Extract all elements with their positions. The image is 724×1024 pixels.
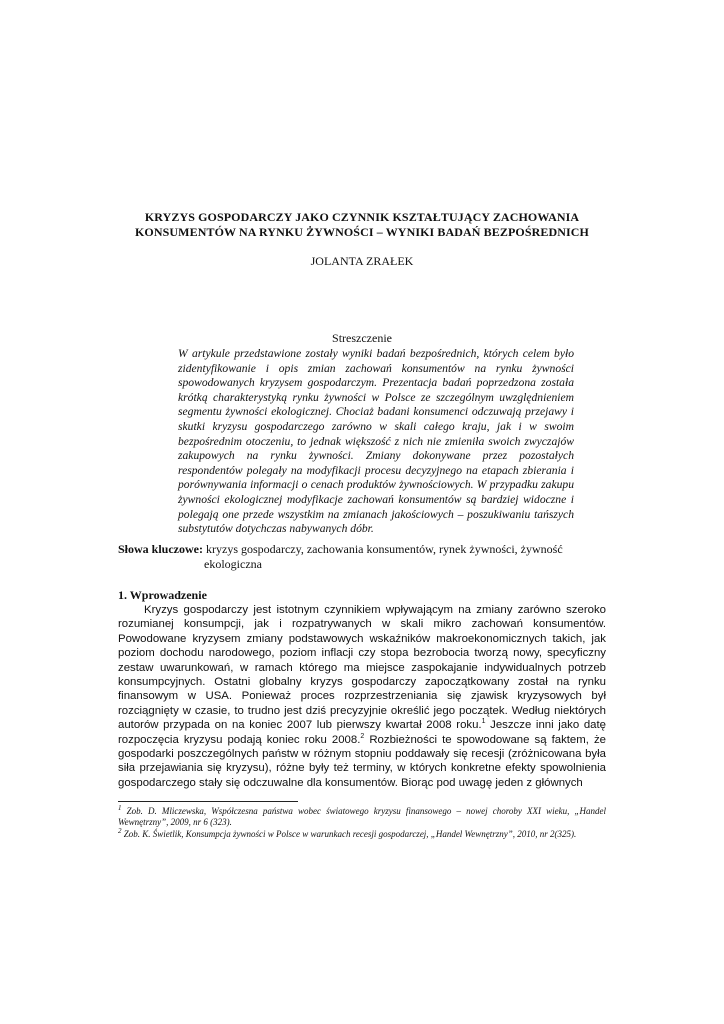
footnote-1 — [118, 806, 606, 829]
footnote-ref-1[interactable]: 1 — [481, 718, 486, 726]
body-text-part-1: Kryzys gospodarczy jest istotnym czynnikiem wpływającym na zmiany zarówno szeroko rozumianej konsumpcji, jak i rozpatrywanych w skali mikro zachowań konsumentów. Powodowane kryzysem zmiany podstawowych wskaźników makroekonomicznych takich, jak poziom dochodu narodowego, poziom inflacji czy stopa bezrobocia tworzą nowy, specyficzny zestaw uwarunkowań, w ramach którego ma miejsce zaspokajanie indywidualnych potrzeb konsumpcyjnych. Ostatni globalny kryzys gospodarczy zapoczątkowany został na rynku finansowym w USA. Ponieważ proces rozprzestrzeniania się zjawisk kryzysowych był rozciągnięty w czasie, to trudno jest dziś precyzyjnie określić jego początek. Według niektórych autorów przypada on na koniec 2007 lub pierwszy kwartał 2008 roku. — [118, 604, 606, 732]
title-line-2: KONSUMENTÓW NA RYNKU ŻYWNOŚCI – WYNIKI BADAŃ BEZPOŚREDNICH — [135, 225, 589, 239]
footnote-number: 1 — [118, 804, 122, 812]
abstract-text — [178, 347, 574, 537]
body-paragraph — [118, 603, 606, 790]
footnote-number: 2 — [118, 826, 122, 835]
footnotes — [118, 806, 606, 840]
footnote-text: Zob. D. Mliczewska, Współczesna państwa wobec światowego kryzysu finansowego – nowej choroby XXI wieku, „Handel Wewnętrzny”, 2009, nr 6 (323). — [118, 806, 606, 828]
footnote-text: Zob. K. Świetlik, Konsumpcja żywności w Polsce w warunkach recesji gospodarczej, „Handel Wewnętrzny”, 2010, nr 2(325). — [121, 828, 577, 839]
footnote-divider — [118, 801, 298, 802]
section-heading: 1. Wprowadzenie — [118, 588, 207, 602]
abstract-heading: Streszczenie — [332, 331, 392, 345]
title-line-1: KRYZYS GOSPODARCZY JAKO CZYNNIK KSZTAŁTUJĄCY ZACHOWANIA — [144, 210, 580, 224]
author-name: JOLANTA ZRAŁEK — [310, 254, 414, 268]
abstract-body: W artykule przedstawione zostały wyniki badań bezpośrednich, których celem było zidentyfikowanie i opis zmian zachowań konsumentów na rynku żywności spowodowanych kryzysem gospodarczym. Prezentacja badań poprzedzona została krótką charakterystyką rynku żywności w Polsce ze szczególnym uwzględnieniem segmentu żywności ekologicznej. Chociaż badani konsumenci odczuwają przejawy i skutki kryzysu gospodarczego zarówno w skali całego kraju, jak i w swoim bezpośrednim otoczeniu, to jednak większość z nich nie zmieniła swoich zwyczajów zakupowych na rynku żywności. Zmiany dokonywane przez pozostałych respondentów polegały na modyfikacji procesu decyzyjnego na etapach zbierania i porównywania informacji o cenach produktów żywnościowych. W przypadku zakupu żywności ekologicznej modyfikacje zachowań konsumentów są bardziej widoczne i polegają one przede wszystkim na zmianach jakościowych – poszukiwaniu tańszych substytutów dotychczas nabywanych dóbr. — [178, 347, 574, 536]
body-text-part-2: Jeszcze inni jako datę rozpoczęcia kryzysu podają koniec roku 2008. — [118, 719, 606, 746]
body-text-part-3: Rozbieżności te spowodowane są faktem, że gospodarki poszczególnych państw w różnym stopniu poddawały się recesji (zróżnicowana była siła przejawiania się kryzysu), różne były też terminy, w których konkretne efekty spowolnienia gospodarczego stały się odczuwalne dla konsumentów. Biorąc pod uwagę jeden z głównych — [118, 733, 606, 789]
keywords-label: Słowa kluczowe: — [118, 542, 203, 556]
keywords — [118, 542, 606, 572]
keywords-text: kryzys gospodarczy, zachowania konsumentów, rynek żywności, żywność ekologiczna — [204, 542, 563, 571]
footnote-ref-2[interactable]: 2 — [360, 732, 365, 740]
paper-title — [118, 210, 606, 240]
footnote-2 — [118, 826, 606, 840]
